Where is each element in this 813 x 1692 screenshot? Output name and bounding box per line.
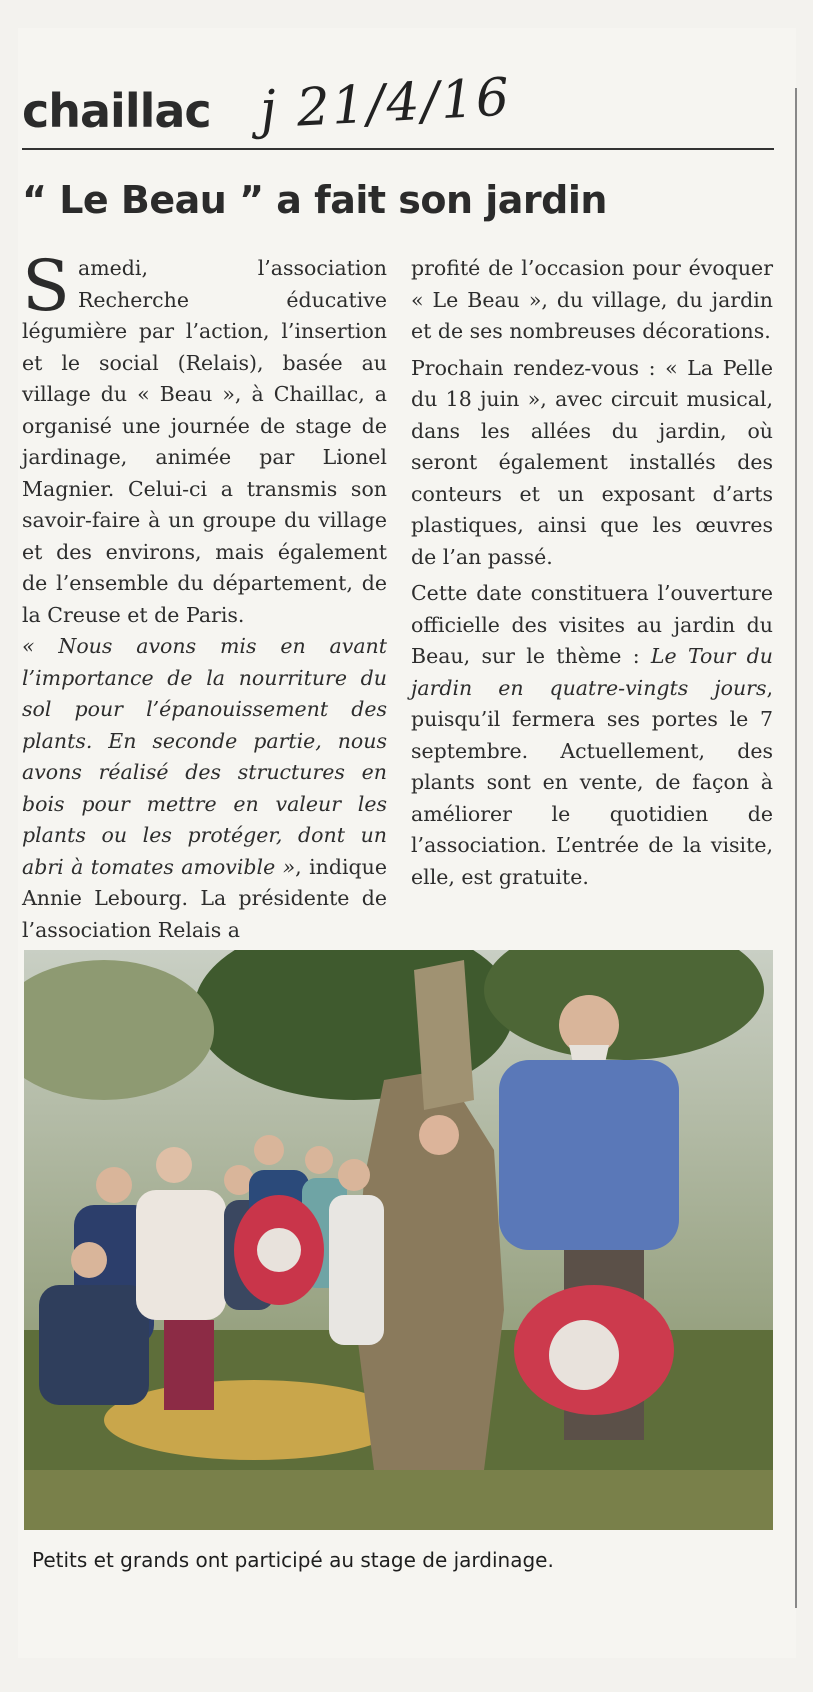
- article-column-left: [22, 245, 387, 946]
- garden-group-photo: [24, 950, 773, 1530]
- section-name: chaillac: [22, 84, 211, 138]
- photo-caption: Petits et grands ont participé au stage de jardinage.: [32, 1548, 554, 1572]
- header-divider: [22, 148, 774, 150]
- article-photo: [24, 950, 773, 1530]
- baby-carrier: [234, 1195, 324, 1305]
- drop-cap: S: [22, 245, 70, 327]
- handwritten-date: j 21/4/16: [258, 67, 513, 141]
- section-header: [22, 56, 792, 141]
- newspaper-clipping: [18, 28, 796, 1658]
- tree-trunk: [414, 960, 474, 1110]
- grass: [24, 1470, 773, 1530]
- article-paragraph: Cette date constituera l’ouverture officielle des visites au jardin du Beau, sur le thème : Le Tour du jardin en quatre-vingts jours, puisqu’il fermera ses portes le 7 septembre. Actuellement, des plants sont en vente, de façon à améliorer le quotidien de l’association. L’entrée de la visite, elle, est gratuite.: [411, 581, 774, 889]
- margin-rule: [795, 88, 797, 1608]
- article-column-right: [411, 253, 773, 898]
- article-headline: “ Le Beau ” a fait son jardin: [22, 178, 607, 222]
- article-quote: « Nous avons mis en avant l’importance de la nourriture du sol pour l’épanouissement des plants. En seconde partie, nous avons réalisé des structures en bois pour mettre en valeur les plants ou les protéger, dont un abri à tomates amovible », indique Annie Lebourg. La présidente de l’association Relais a: [22, 634, 387, 942]
- article-paragraph: Prochain rendez-vous : « La Pelle du 18 juin », avec circuit musical, dans les allées du jardin, où seront également installés des conteurs et un exposant d’arts plastiques, ainsi que les œuvres de l’an passé.: [411, 355, 773, 569]
- straw-bundle: [104, 1380, 404, 1460]
- article-paragraph: Samedi, l’association Recherche éducative légumière par l’action, l’insertion et le social (Relais), basée au village du « Beau », à Chaillac, a organisé une journée de stage de jardinage, animée par Lionel Magnier. Celui-ci a transmis son savoir-faire à un groupe du village et des environs, mais également de l’ensemble du département, de la Creuse et de Paris.: [22, 245, 387, 627]
- article-paragraph: profité de l’occasion pour évoquer « Le Beau », du village, du jardin et de ses nombreuses décorations.: [411, 256, 773, 343]
- baby-carrier: [514, 1285, 674, 1415]
